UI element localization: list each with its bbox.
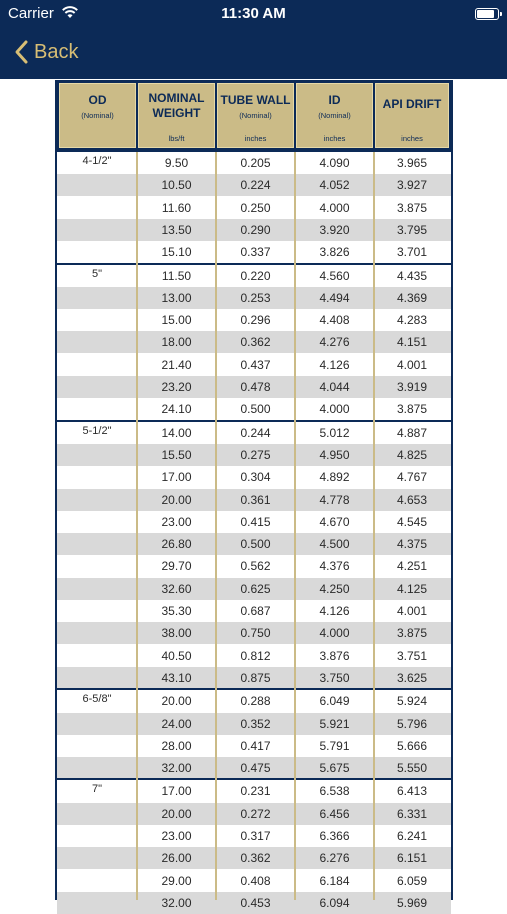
table-cell: 15.10 <box>161 245 192 260</box>
table-cell: 0.224 <box>240 178 271 193</box>
table-cell: 0.250 <box>240 200 271 215</box>
table-cell: 3.751 <box>396 648 428 663</box>
table-cell: 0.875 <box>240 670 271 685</box>
column-divider <box>136 152 138 900</box>
table-cell: 4.251 <box>396 559 428 574</box>
table-cell: 5.675 <box>319 761 350 776</box>
table-cell: 0.625 <box>240 581 271 596</box>
table-cell: 6.456 <box>319 806 350 821</box>
table-cell: 10.50 <box>161 178 192 193</box>
table-cell: 4.044 <box>319 380 350 394</box>
table-cell: 4.494 <box>319 290 350 305</box>
table-cell: 32.00 <box>161 761 192 776</box>
table-row <box>57 690 451 712</box>
table-row <box>57 174 451 196</box>
table-cell: 32.60 <box>161 581 192 596</box>
table-cell: 0.750 <box>240 626 271 641</box>
table-cell: 0.205 <box>240 156 271 170</box>
table-cell: 4.052 <box>319 178 350 193</box>
table-cell: 0.253 <box>240 290 271 305</box>
table-row <box>57 892 451 914</box>
table-cell: 23.00 <box>161 829 192 843</box>
column-divider <box>294 152 296 900</box>
table-row <box>57 803 451 825</box>
chevron-left-icon <box>14 40 28 64</box>
table-row <box>57 870 451 892</box>
table-cell: 5.550 <box>396 761 428 776</box>
table-cell: 13.00 <box>161 290 192 305</box>
status-bar <box>0 0 507 28</box>
table-cell: 0.296 <box>240 313 271 328</box>
table-cell: 6.094 <box>319 895 350 910</box>
table-cell: 5.969 <box>396 895 428 910</box>
table-cell: 6.151 <box>396 851 428 866</box>
table-cell: 6.538 <box>319 784 350 799</box>
table-cell: 3.795 <box>396 222 428 237</box>
table-cell: 4.151 <box>396 335 428 350</box>
table-cell: 4.892 <box>319 470 350 485</box>
header-label: OD <box>88 93 107 107</box>
table-cell: 5.796 <box>396 716 428 731</box>
table-cell: 4.375 <box>396 537 428 552</box>
table-row <box>57 152 451 174</box>
table-row <box>57 667 451 689</box>
table-cell: 5.666 <box>396 738 428 753</box>
od-cell: 6-5/8" <box>82 693 112 706</box>
table-row <box>57 713 451 735</box>
table-cell: 15.00 <box>161 313 192 328</box>
table-cell: 6.331 <box>396 806 428 821</box>
table-cell: 5.791 <box>319 738 350 753</box>
table-cell: 17.00 <box>161 470 192 485</box>
table-row <box>57 847 451 869</box>
table-cell: 6.059 <box>396 873 428 888</box>
table-cell: 0.304 <box>240 470 271 485</box>
table-cell: 4.560 <box>319 268 350 283</box>
table-cell: 0.361 <box>240 492 271 507</box>
table-cell: 4.670 <box>319 514 350 529</box>
table-cell: 4.500 <box>319 537 350 552</box>
table-cell: 4.125 <box>396 581 428 596</box>
column-divider <box>215 152 217 900</box>
table-cell: 28.00 <box>161 738 192 753</box>
table-cell: 5.924 <box>396 694 428 709</box>
table-cell: 4.250 <box>319 581 350 596</box>
header-label: NOMINAL WEIGHT <box>148 91 205 120</box>
table-row <box>57 466 451 488</box>
table-row <box>57 489 451 511</box>
table-cell: 20.00 <box>161 806 192 821</box>
table-cell: 3.965 <box>396 156 428 170</box>
table-row <box>57 533 451 555</box>
table-cell: 17.00 <box>161 784 192 799</box>
carrier-label: Carrier <box>8 5 54 22</box>
table-cell: 4.825 <box>396 447 428 462</box>
table-cell: 0.475 <box>240 761 271 776</box>
header-label: API DRIFT <box>382 97 442 111</box>
table-cell: 4.126 <box>319 357 350 372</box>
table-cell: 4.001 <box>396 604 428 618</box>
table-cell: 29.70 <box>161 559 192 574</box>
table-cell: 5.921 <box>319 716 350 731</box>
table-cell: 0.288 <box>240 694 271 709</box>
table-row <box>57 735 451 757</box>
table-cell: 32.00 <box>161 895 192 910</box>
header-sublabel: (Nominal) <box>81 111 114 120</box>
table-cell: 26.80 <box>161 537 192 552</box>
table-cell: 4.435 <box>396 268 428 283</box>
table-cell: 0.362 <box>240 851 271 866</box>
table-row <box>57 422 451 444</box>
table-row <box>57 645 451 667</box>
table-cell: 3.927 <box>396 178 428 193</box>
table-row <box>57 511 451 533</box>
table-cell: 4.950 <box>319 447 350 462</box>
table-cell: 4.090 <box>319 156 350 170</box>
table-cell: 0.290 <box>240 222 271 237</box>
table-cell: 3.876 <box>319 648 350 663</box>
header-unit: lbs/ft <box>168 134 185 143</box>
table-cell: 3.875 <box>396 626 428 641</box>
table-cell: 14.00 <box>161 425 192 440</box>
table-row <box>57 309 451 331</box>
table-cell: 18.00 <box>161 335 192 350</box>
table-row <box>57 578 451 600</box>
table-cell: 4.376 <box>319 559 350 574</box>
table-cell: 0.362 <box>240 335 271 350</box>
table-row <box>57 780 451 802</box>
table-cell: 3.701 <box>396 245 428 260</box>
od-cell: 5-1/2" <box>82 424 112 437</box>
column-divider <box>373 152 375 900</box>
table-cell: 21.40 <box>161 357 192 372</box>
table-cell: 4.000 <box>319 402 350 417</box>
table-row <box>57 555 451 577</box>
header-unit: inches <box>401 134 423 143</box>
table-cell: 0.812 <box>240 648 271 663</box>
table-cell: 0.272 <box>240 806 271 821</box>
table-cell: 0.408 <box>240 873 271 888</box>
table-row <box>57 444 451 466</box>
table-cell: 0.417 <box>240 738 271 753</box>
table-cell: 4.126 <box>319 604 350 618</box>
header-cell <box>138 83 215 148</box>
table-cell: 0.317 <box>240 829 271 843</box>
table-cell: 0.337 <box>240 245 271 260</box>
table-cell: 0.220 <box>240 268 271 283</box>
table-cell: 0.500 <box>240 402 271 417</box>
clock-label: 11:30 AM <box>221 5 286 22</box>
casing-table[interactable] <box>55 80 453 910</box>
table-cell: 23.00 <box>161 514 192 529</box>
table-cell: 6.366 <box>319 829 350 843</box>
table-row <box>57 757 451 779</box>
table-cell: 6.184 <box>319 873 350 888</box>
table-cell: 0.478 <box>240 380 271 394</box>
table-cell: 4.001 <box>396 357 428 372</box>
table-row <box>57 398 451 420</box>
table-cell: 4.000 <box>319 200 350 215</box>
header-sublabel: (Nominal) <box>239 111 272 120</box>
table-cell: 3.750 <box>319 670 350 685</box>
od-cell: 5" <box>91 267 103 280</box>
table-cell: 20.00 <box>161 694 192 709</box>
table-cell: 3.875 <box>396 200 428 215</box>
table-cell: 26.00 <box>161 851 192 866</box>
table-cell: 4.408 <box>319 313 350 328</box>
table-cell: 4.767 <box>396 470 428 485</box>
table-cell: 11.60 <box>161 200 192 215</box>
back-label: Back <box>34 40 79 63</box>
table-cell: 24.00 <box>161 716 192 731</box>
table-cell: 20.00 <box>161 492 192 507</box>
table-cell: 0.562 <box>240 559 271 574</box>
table-cell: 0.687 <box>240 604 271 618</box>
table-row <box>57 219 451 241</box>
table-cell: 6.241 <box>396 829 428 843</box>
table-cell: 3.826 <box>319 245 350 260</box>
table-row <box>57 376 451 398</box>
table-row <box>57 825 451 847</box>
table-cell: 43.10 <box>161 670 192 685</box>
header-label: TUBE WALL <box>220 93 291 107</box>
table-cell: 3.920 <box>319 222 350 237</box>
header-cell <box>59 83 136 148</box>
table-cell: 5.012 <box>319 425 350 440</box>
header-unit: inches <box>244 134 267 143</box>
table-cell: 4.653 <box>396 492 428 507</box>
table-cell: 4.369 <box>396 290 428 305</box>
table-cell: 0.231 <box>240 784 271 799</box>
table-row <box>57 241 451 263</box>
table-cell: 23.20 <box>161 380 192 394</box>
table-cell: 0.275 <box>240 447 271 462</box>
table-cell: 3.919 <box>396 380 428 394</box>
table-row <box>57 600 451 622</box>
table-row <box>57 622 451 644</box>
table-cell: 0.415 <box>240 514 271 529</box>
navigation-bar <box>0 0 507 79</box>
table-cell: 3.625 <box>396 670 428 685</box>
table-cell: 13.50 <box>161 222 192 237</box>
table-cell: 9.50 <box>164 156 189 170</box>
table-row <box>57 197 451 219</box>
table-cell: 6.276 <box>319 851 350 866</box>
table-cell: 35.30 <box>161 604 192 618</box>
battery-icon <box>475 8 499 20</box>
header-sublabel: (Nominal) <box>318 111 351 120</box>
table-cell: 4.000 <box>319 626 350 641</box>
table-cell: 15.50 <box>161 447 192 462</box>
table-cell: 0.437 <box>240 357 271 372</box>
table-cell: 29.00 <box>161 873 192 888</box>
table-cell: 0.352 <box>240 716 271 731</box>
od-cell: 7" <box>91 783 103 796</box>
table-cell: 3.875 <box>396 402 428 417</box>
table-cell: 38.00 <box>161 626 192 641</box>
table-cell: 40.50 <box>161 648 192 663</box>
table-row <box>57 354 451 376</box>
table-cell: 0.453 <box>240 895 271 910</box>
header-label: ID <box>328 93 341 107</box>
table-cell: 6.413 <box>396 784 428 799</box>
table-cell: 24.10 <box>161 402 192 417</box>
back-button[interactable] <box>14 37 78 67</box>
header-cell <box>375 83 449 148</box>
table-row <box>57 331 451 353</box>
table-cell: 0.500 <box>240 537 271 552</box>
table-cell: 11.50 <box>161 268 192 283</box>
table-row <box>57 265 451 287</box>
table-header <box>57 80 451 152</box>
table-cell: 6.049 <box>319 694 350 709</box>
table-cell: 4.276 <box>319 335 350 350</box>
table-cell: 4.283 <box>396 313 428 328</box>
table-row <box>57 287 451 309</box>
od-cell: 4-1/2" <box>82 155 112 167</box>
table-cell: 4.887 <box>396 425 428 440</box>
header-cell <box>217 83 294 148</box>
table-cell: 4.545 <box>396 514 428 529</box>
header-cell <box>296 83 373 148</box>
table-cell: 4.778 <box>319 492 350 507</box>
table-cell: 0.244 <box>240 425 271 440</box>
header-unit: inches <box>323 134 346 143</box>
